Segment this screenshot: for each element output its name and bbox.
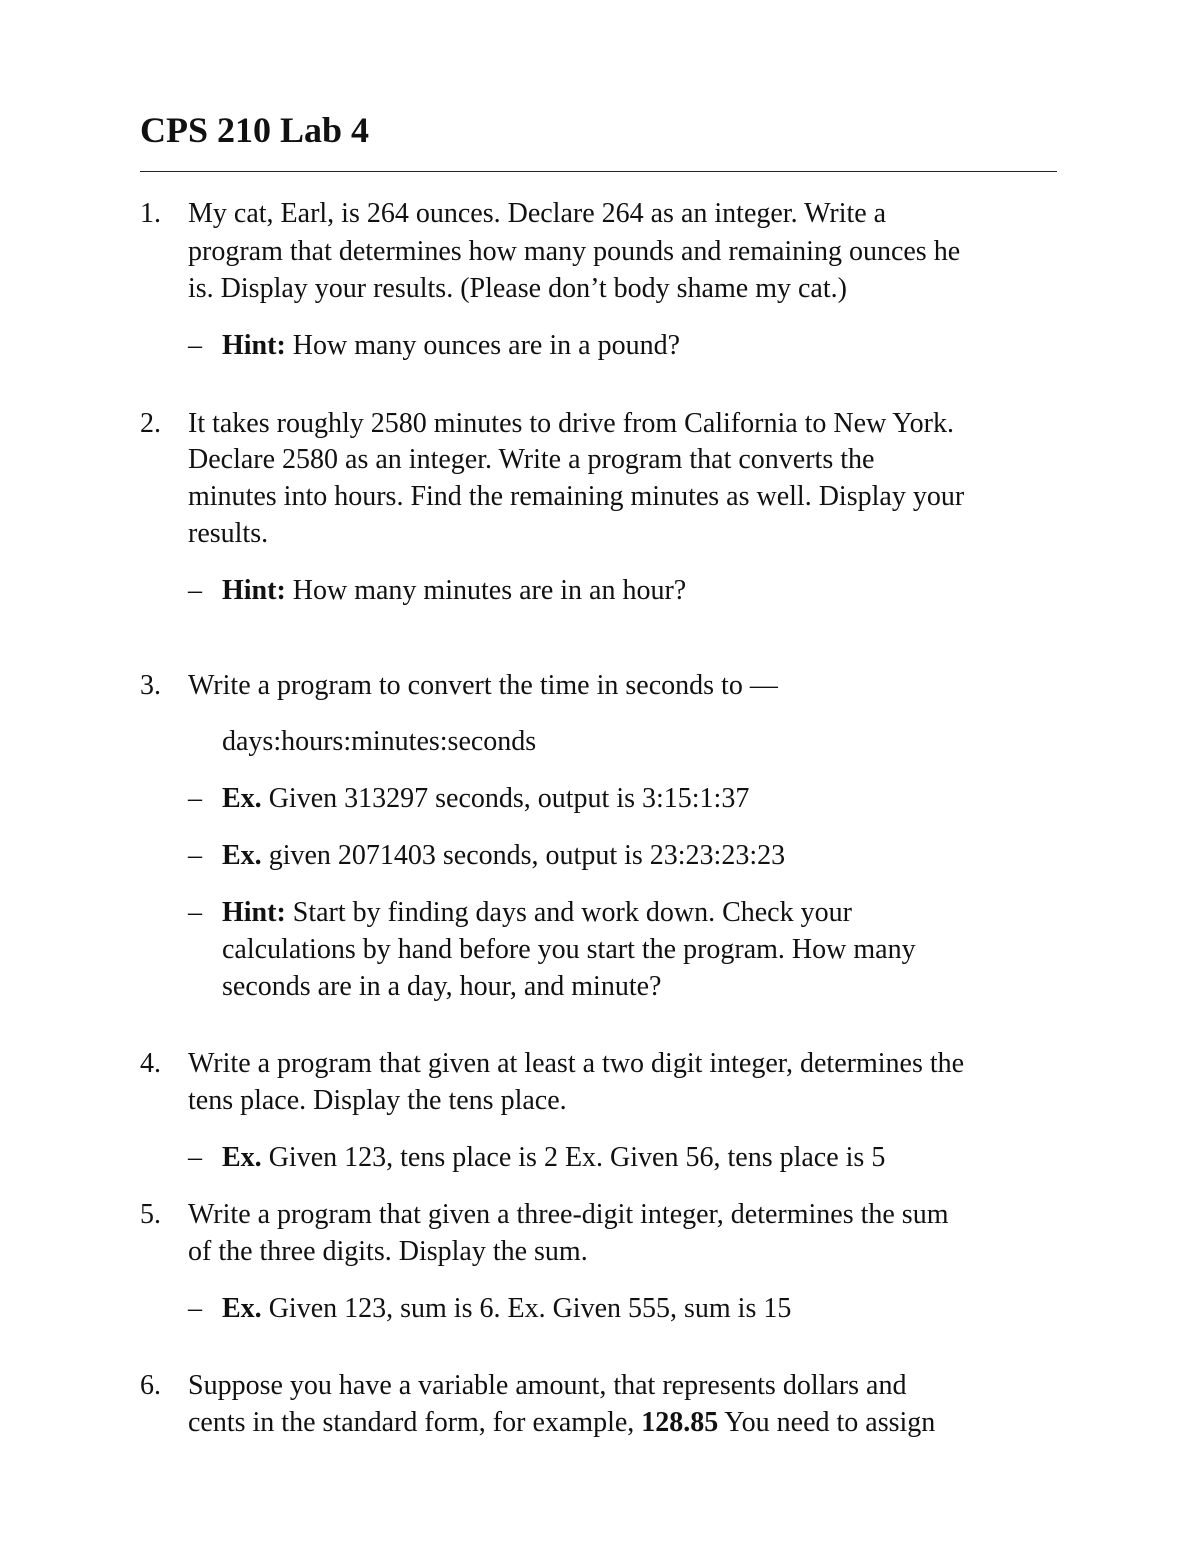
hint-note xyxy=(222,894,852,931)
hint-note xyxy=(222,327,680,364)
item-number: 6. xyxy=(140,1370,161,1401)
hint-note xyxy=(222,572,686,609)
note-text: Given 123, tens place is 2 Ex. Given 56, tens place is 5 xyxy=(268,1142,886,1173)
note-label: Ex. xyxy=(222,840,262,871)
note-label: Hint: xyxy=(222,897,286,928)
note-text: given 2071403 seconds, output is 23:23:23:23 xyxy=(268,840,786,871)
title-divider xyxy=(140,171,1057,172)
item-text-line xyxy=(188,1404,935,1441)
note-label: Ex. xyxy=(222,1293,262,1324)
item-number: 1. xyxy=(140,198,161,229)
example-note xyxy=(222,837,785,874)
item-number: 2. xyxy=(140,408,161,439)
item-text-line: program that determines how many pounds and remaining ounces he xyxy=(188,236,961,267)
amount-example: 128.85 xyxy=(641,1407,719,1438)
example-note xyxy=(222,1290,791,1327)
note-text: calculations by hand before you start the program. How many xyxy=(222,934,916,965)
item-number: 3. xyxy=(140,670,161,701)
dash-bullet: – xyxy=(188,783,202,814)
item-text-line: is. Display your results. (Please don’t body shame my cat.) xyxy=(188,273,847,304)
item-text-line: Suppose you have a variable amount, that represents dollars and xyxy=(188,1370,907,1401)
note-label: Ex. xyxy=(222,1142,262,1173)
note-text: How many minutes are in an hour? xyxy=(292,575,687,606)
note-label: Ex. xyxy=(222,783,262,814)
text-segment: cents in the standard form, for example, xyxy=(188,1407,642,1438)
note-text: Given 123, sum is 6. Ex. Given 555, sum is 15 xyxy=(268,1293,792,1324)
dash-bullet: – xyxy=(188,1293,202,1324)
item-text-line: results. xyxy=(188,518,269,549)
example-note xyxy=(222,780,749,817)
item-text-line: It takes roughly 2580 minutes to drive from California to New York. xyxy=(188,408,955,439)
item-text-line: minutes into hours. Find the remaining minutes as well. Display your xyxy=(188,481,965,512)
item-text-line: My cat, Earl, is 264 ounces. Declare 264 as an integer. Write a xyxy=(188,198,887,229)
item-text-line: Write a program that given at least a two digit integer, determines the xyxy=(188,1048,965,1079)
dash-bullet: – xyxy=(188,1142,202,1173)
dash-bullet: – xyxy=(188,840,202,871)
note-text: seconds are in a day, hour, and minute? xyxy=(222,971,662,1002)
item-text-line: Write a program to convert the time in seconds to — xyxy=(188,670,778,701)
item-text-line: tens place. Display the tens place. xyxy=(188,1085,567,1116)
dash-bullet: – xyxy=(188,330,202,361)
note-text: Given 313297 seconds, output is 3:15:1:37 xyxy=(268,783,750,814)
item-text-line: Declare 2580 as an integer. Write a program that converts the xyxy=(188,444,875,475)
example-note xyxy=(222,1139,885,1176)
note-label: Hint: xyxy=(222,330,286,361)
dash-bullet: – xyxy=(188,575,202,606)
note-text: Start by finding days and work down. Check your xyxy=(292,897,852,928)
item-number: 5. xyxy=(140,1199,161,1230)
format-line: days:hours:minutes:seconds xyxy=(222,726,537,757)
dash-bullet: – xyxy=(188,897,202,928)
item-text-line: of the three digits. Display the sum. xyxy=(188,1236,588,1267)
text-segment: You need to assign xyxy=(718,1407,936,1438)
page-title: CPS 210 Lab 4 xyxy=(140,110,370,150)
note-label: Hint: xyxy=(222,575,286,606)
item-text-line: Write a program that given a three-digit integer, determines the sum xyxy=(188,1199,949,1230)
note-text: How many ounces are in a pound? xyxy=(292,330,680,361)
item-number: 4. xyxy=(140,1048,161,1079)
